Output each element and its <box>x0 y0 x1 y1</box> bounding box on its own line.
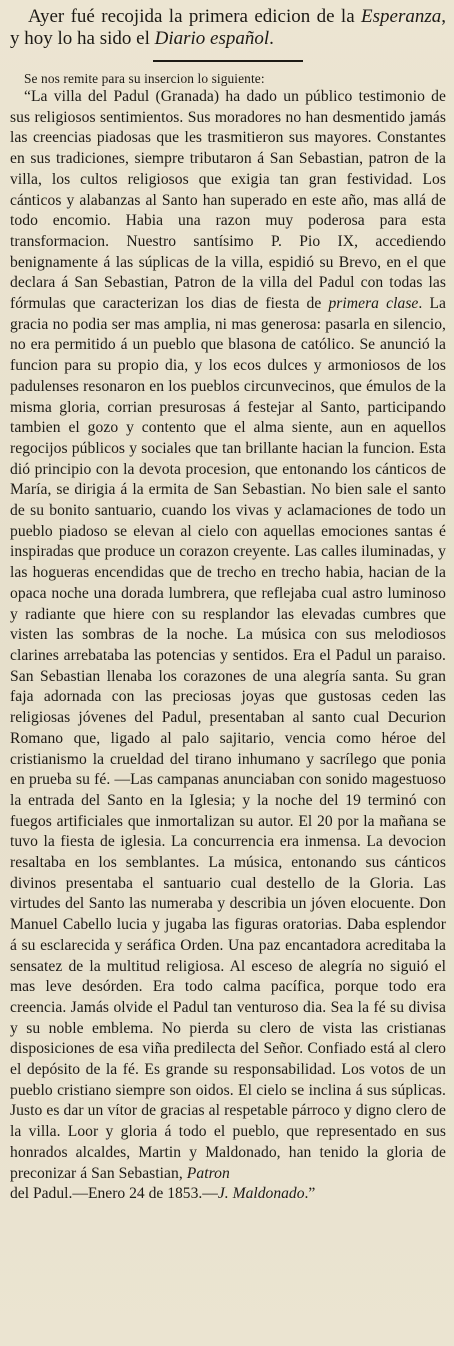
primera-clase-emphasis: primera clase <box>328 295 419 313</box>
notice-text-2: , y hoy lo ha sido el <box>10 6 446 49</box>
article-body <box>10 87 446 1184</box>
closing-quote: .” <box>304 1185 316 1203</box>
newspaper-name-diario-espanol: Diario español <box>154 28 270 49</box>
patron-emphasis: Patron <box>186 1164 230 1182</box>
article-text-2: . La gracia no podia ser mas amplia, ni mas generosa: pasarla en silencio, no era permitido á un pueblo que blasona de católico. Se anunció la funcion para su propio dia, y los ecos dulces y armoniosos de los padulenses resonaron en los pueblos circunvecinos, que émulos de la misma gloria, corrian presurosas á festejar al Santo, participando tambien el gozo y contento que el alma siente, aun en aquellos regocijos públicos y sociales que tan brillante hacian la funcion. Esta dió principio con la devota procesion, que entonando los cánticos de María, se dirigia á la ermita de San Sebastian. No bien sale el santo de su bonito santuario, cuando los vivas y aclamaciones de todo un pueblo piadoso se elevan al cielo con aquellas emociones santas é inspiradas que produce un corazon creyente. Las calles iluminadas, y las hogueras encendidas que de trecho en trecho habia, hacian de la opaca noche una dorada lumbrera, que reflejaba cual astro luminoso y radiante que hiere con su resplandor las elevadas cumbres que visten las sombras de la noche. La música con sus melodiosos clarines arrebataba las potencias y sentidos. Era el Padul un paraiso. San Sebastian llenaba los corazones de una alegría santa. Su gran faja adornada con las preciosas joyas que gustosas ceden las religiosas jóvenes del Padul, presentaban al santo cual Decurion Romano que, ligado al palo sajitario, vencia como héroe del cristianismo la crueldad del tirano inhumano y sacrílego que ponia en prueba su fé. —Las campanas anunciaban con sonido magestuoso la entrada del Santo en la Iglesia; y la noche del 19 terminó con fuegos artificiales que inmortalizan su autor. El 20 por la mañana se tuvo la fiesta de iglesia. La concurrencia era inmensa. La devocion resaltaba en los semblantes. La música, entonando sus cánticos divinos presentaba el santuario cual destello de la Gloria. Las virtudes del Santo las numeraba y describia un jóven elocuente. Don Manuel Cabello lucia y jugaba las figuras oratorias. Daba esplendor á su esclarecida y seráfica Orden. Una paz encantadora acreditaba la sensatez de la multitud religiosa. Al esceso de alegría no siguió el mas leve desórden. Era todo calma pacífica, porque todo era creencia. Jamás olvide el Padul tan venturoso dia. Sea la fé su divisa y su noble emblema. No pierda su clero de vista las cristianas disposiciones de esa viña predilecta del Señor. Confiado está al clero el depósito de la fé. Es grande su responsabilidad. Los votos de un pueblo cristiano siempre son oidos. El cielo se inclina á sus súplicas. Justo es dar un vítor de gracias al respetable párroco y digno clero de la villa. Loor y gloria á todo el pueblo, que representado en sus honrados alcaldes, Martin y Maldonado, han tenido la gloria de preconizar á San Sebastian, <box>10 295 446 1182</box>
article-closing <box>10 1184 446 1205</box>
newspaper-name-esperanza: Esperanza <box>361 6 442 27</box>
section-divider <box>153 60 303 62</box>
notice-text-1: Ayer fué recojida la primera edicion de la <box>28 6 362 27</box>
article-text-1: “La villa del Padul (Granada) ha dado un público testimonio de sus religiosos sentimientos. Sus moradores no han desmentido jamás las creencias piadosas que les trasmitieron sus mayores. Constantes en sus tradiciones, siempre tributaron á San Sebastian, patron de la villa, los cultos religiosos que exigia tan gran festividad. Los cánticos y alabanzas al Santo han superado en este año, mas allá de todo encomio. Habia una razon muy poderosa para esta transformacion. Nuestro santísimo P. Pio IX, accediendo benignamente á las súplicas de la villa, espidió su Brevo, en el que declara á San Sebastian, Patron de la villa del Padul con todas las fórmulas que caracterizan los dias de fiesta de <box>10 88 446 313</box>
author-signature: J. Maldonado <box>217 1185 305 1203</box>
seizure-notice <box>10 6 446 50</box>
notice-text-3: . <box>269 28 274 49</box>
closing-dateline: del Padul.—Enero 24 de 1853.— <box>10 1185 218 1203</box>
remite-intro: Se nos remite para su insercion lo siguiente: <box>24 71 265 86</box>
